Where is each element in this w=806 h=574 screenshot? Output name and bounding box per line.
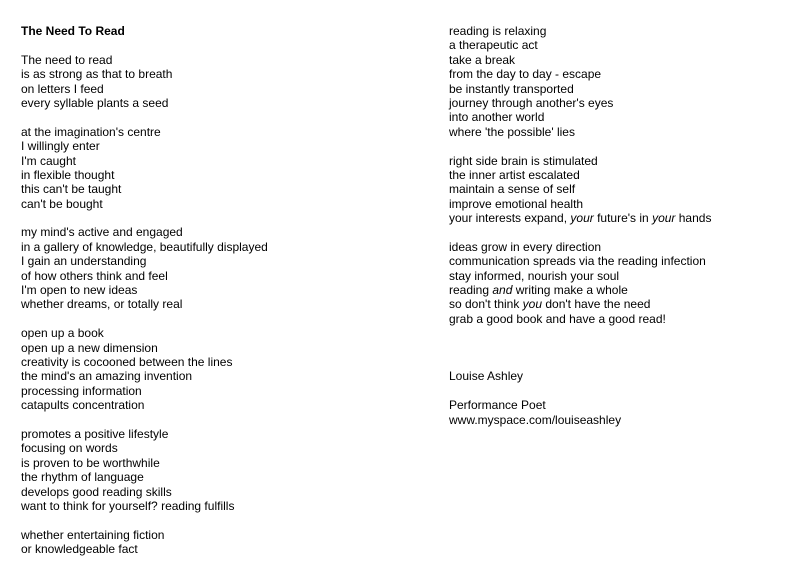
poem-text: the rhythm of language (21, 470, 144, 485)
poem-text: journey through another's eyes (449, 95, 614, 110)
poem-line (21, 427, 421, 441)
poem-line (21, 168, 421, 182)
poem-stanza (449, 240, 794, 326)
poem-line (449, 283, 794, 297)
poem-text: develops good reading skills (21, 484, 172, 499)
left-stanzas (21, 53, 421, 557)
poem-line (21, 499, 421, 513)
poem-text: grab a good book and have a good read! (449, 311, 666, 326)
poem-text: reading is relaxing (449, 24, 547, 38)
poem-line (21, 125, 421, 139)
poem-text: writing make a whole (512, 283, 628, 298)
poem-stanza (21, 53, 421, 111)
poem-text: whether entertaining fiction (21, 527, 165, 542)
poem-text: I'm caught (21, 153, 76, 168)
poem-line (21, 225, 421, 239)
poem-stanza (21, 427, 421, 513)
poem-line (21, 542, 421, 556)
poem-line (21, 384, 421, 398)
poem-line (21, 269, 421, 283)
poem-line (449, 53, 794, 67)
poem-text: on letters I feed (21, 81, 104, 96)
poem-line (449, 197, 794, 211)
poem-text: your interests expand, (449, 211, 571, 226)
stanza-spacer (21, 513, 421, 527)
poem-text: maintain a sense of self (449, 182, 576, 197)
stanza-spacer (21, 110, 421, 124)
poem-line (21, 441, 421, 455)
poem-line (21, 154, 421, 168)
poem-text: or knowledgeable fact (21, 542, 138, 557)
poem-stanza (21, 125, 421, 211)
poem-line (449, 211, 794, 225)
poem-text: hands (675, 211, 712, 226)
stanza-spacer (21, 211, 421, 225)
poem-text: into another world (449, 110, 545, 125)
poem-text: creativity is cocooned between the lines (21, 354, 233, 369)
title-spacer (21, 38, 421, 52)
poem-text: don't have the need (542, 297, 651, 312)
poem-title: The Need To Read (21, 24, 125, 38)
poem-line (449, 168, 794, 182)
poem-text: from the day to day - escape (449, 67, 602, 82)
poem-text: this can't be taught (21, 182, 122, 197)
poem-text: reading (449, 283, 493, 298)
poem-text: future's in (593, 211, 653, 226)
poem-stanza (21, 326, 421, 412)
poem-line (21, 139, 421, 153)
poem-text: in a gallery of knowledge, beautifully displayed (21, 239, 268, 254)
poem-line (449, 240, 794, 254)
poem-text: whether dreams, or totally real (21, 297, 183, 312)
poem-line (449, 269, 794, 283)
poem-text: is as strong as that to breath (21, 67, 173, 82)
poem-text: processing information (21, 383, 142, 398)
poem-line (21, 326, 421, 340)
author-role: Performance Poet (449, 398, 546, 413)
poem-line (21, 528, 421, 542)
poem-text: open up a book (21, 326, 104, 341)
poem-text: the inner artist escalated (449, 167, 580, 182)
poem-stanza (21, 528, 421, 557)
poem-text: improve emotional health (449, 196, 584, 211)
poem-text: promotes a positive lifestyle (21, 426, 169, 441)
poem-line (21, 341, 421, 355)
poem-line (21, 67, 421, 81)
poem-line (21, 485, 421, 499)
poem-line (21, 197, 421, 211)
poem-line (21, 96, 421, 110)
poem-line (449, 154, 794, 168)
poem-right-column (449, 24, 794, 427)
poem-text: want to think for yourself? reading fulfills (21, 498, 235, 513)
poem-line (449, 82, 794, 96)
poem-text: the mind's an amazing invention (21, 369, 193, 384)
poem-text: ideas grow in every direction (449, 239, 602, 254)
poem-text: and (492, 283, 513, 298)
poem-text: can't be bought (21, 196, 103, 211)
poem-text: I willingly enter (21, 139, 100, 154)
poem-line (449, 38, 794, 52)
poem-line (449, 24, 794, 38)
poem-text: your (570, 211, 594, 226)
poem-text: you (522, 297, 543, 312)
poem-line (449, 96, 794, 110)
poem-line (21, 398, 421, 412)
poem-stanza (449, 24, 794, 139)
poem-stanza (449, 154, 794, 226)
stanza-spacer (21, 312, 421, 326)
poem-line (21, 240, 421, 254)
poem-line (449, 182, 794, 196)
poem-text: is proven to be worthwhile (21, 455, 160, 470)
poem-line (449, 67, 794, 81)
poem-left-column (21, 24, 421, 556)
poem-line (21, 53, 421, 67)
poem-line (449, 125, 794, 139)
poem-line (21, 82, 421, 96)
poem-text: I'm open to new ideas (21, 283, 138, 298)
poem-text: my mind's active and engaged (21, 225, 183, 240)
poem-line (21, 456, 421, 470)
author-name: Louise Ashley (449, 369, 524, 384)
stanza-spacer (449, 225, 794, 239)
poem-text: at the imagination's centre (21, 124, 161, 139)
poem-text: take a break (449, 52, 516, 67)
poem-stanza (21, 225, 421, 311)
poem-text: every syllable plants a seed (21, 95, 169, 110)
poem-text: open up a new dimension (21, 340, 158, 355)
poem-line (21, 283, 421, 297)
poem-text: stay informed, nourish your soul (449, 268, 620, 283)
poem-text: right side brain is stimulated (449, 153, 598, 168)
poem-text: The need to read (21, 52, 113, 67)
poem-text: focusing on words (21, 441, 118, 456)
poem-line (449, 297, 794, 311)
poem-line (21, 254, 421, 268)
author-name-spacer (449, 384, 794, 398)
poem-line (21, 182, 421, 196)
stanza-spacer (21, 413, 421, 427)
poem-line (21, 297, 421, 311)
poem-line (21, 470, 421, 484)
poem-text: of how others think and feel (21, 268, 168, 283)
poem-text: your (652, 211, 676, 226)
poem-line (449, 254, 794, 268)
poem-text: be instantly transported (449, 81, 574, 96)
poem-text: I gain an understanding (21, 254, 147, 269)
poem-text: a therapeutic act (449, 38, 538, 53)
poem-text: communication spreads via the reading infection (449, 254, 706, 269)
right-stanzas (449, 24, 794, 326)
author-spacer (449, 326, 794, 369)
poem-text: where 'the possible' lies (449, 124, 575, 139)
author-website: www.myspace.com/louiseashley (449, 412, 622, 427)
poem-text: in flexible thought (21, 167, 115, 182)
poem-line (449, 110, 794, 124)
poem-text: so don't think (449, 297, 523, 312)
poem-line (21, 369, 421, 383)
poem-line (21, 355, 421, 369)
poem-text: catapults concentration (21, 398, 145, 413)
stanza-spacer (449, 139, 794, 153)
poem-line (449, 312, 794, 326)
